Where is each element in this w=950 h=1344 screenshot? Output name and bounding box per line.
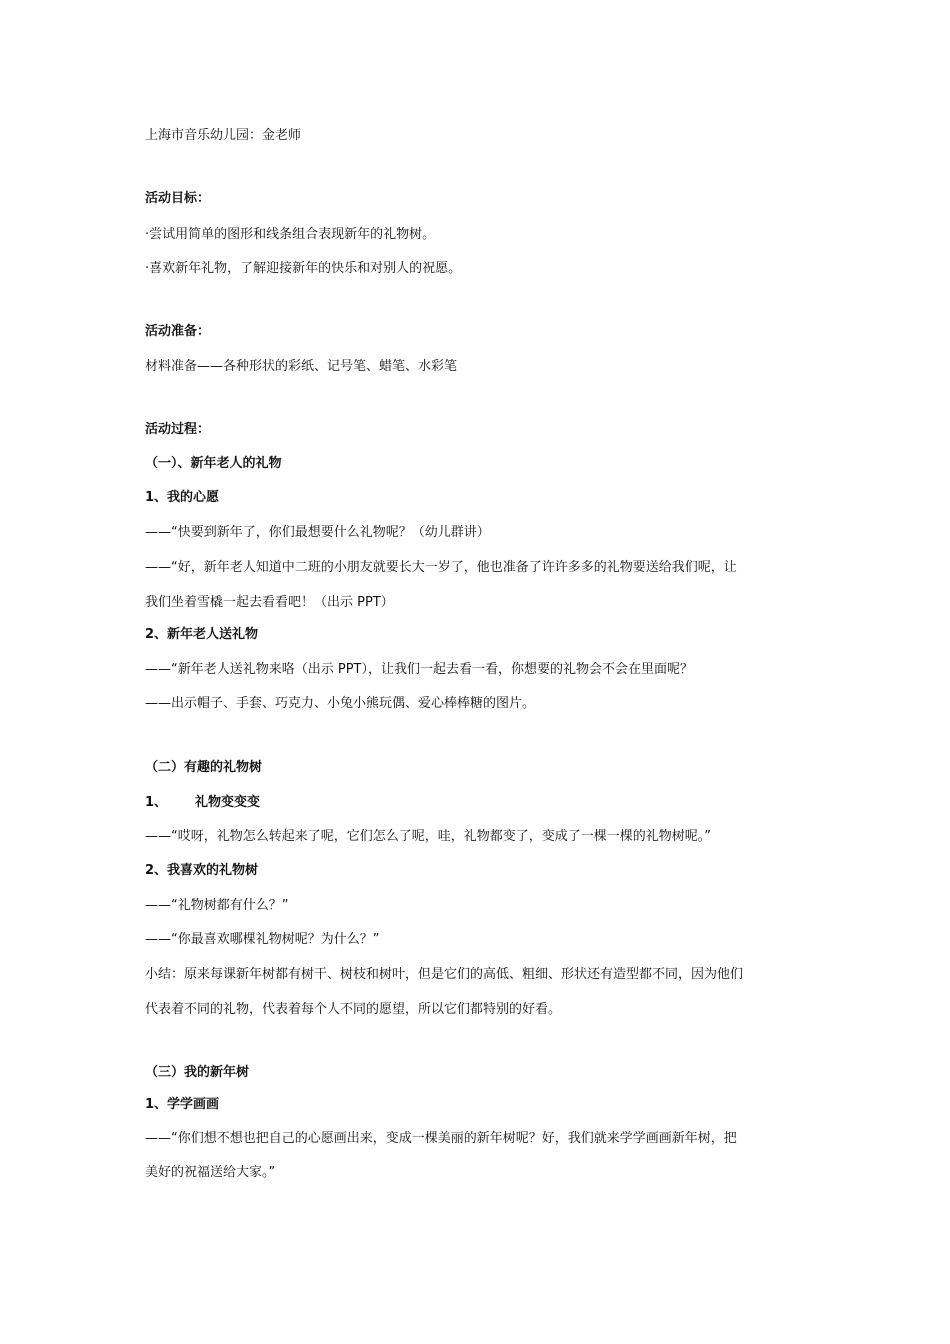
part1-step1-line1: ——“快要到新年了，你们最想要什么礼物呢？（幼儿群讲） [145,525,490,540]
part2-summary-a: 小结：原来每课新年树都有树干、树枝和树叶，但是它们的高低、粗细、形状还有造型都不同，因为他们 [145,967,744,982]
part1-title: （一）、新年老人的礼物 [145,456,282,471]
part1-step1-title: 1、我的心愿 [145,490,220,505]
part1-step1-line2b: 我们坐着雪橇一起去看看吧！（出示 PPT） [145,595,394,610]
part3-step1-title: 1、学学画画 [145,1097,220,1112]
part2-step1-number: 1、 [145,795,168,810]
process-heading: 活动过程： [145,422,211,437]
part2-step2-line2: ——“你最喜欢哪棵礼物树呢？为什么？” [145,932,380,947]
part1-step2-title: 2、新年老人送礼物 [145,627,259,642]
part1-step2-line1: ——“新年老人送礼物来咯（出示 PPT），让我们一起去看一看，你想要的礼物会不会在里面呢？ [145,662,693,677]
part2-step1-label: 礼物变变变 [195,795,261,810]
goal-item-2: ·喜欢新年礼物，了解迎接新年的快乐和对别人的祝愿。 [145,261,462,276]
author-line: 上海市音乐幼儿园：金老师 [145,128,302,143]
part1-step1-line2a: ——“好，新年老人知道中二班的小朋友就要长大一岁了，他也准备了许许多多的礼物要送给我们呢，让 [145,560,737,575]
part2-step2-title: 2、我喜欢的礼物树 [145,863,259,878]
goals-heading: 活动目标： [145,191,211,206]
prep-heading: 活动准备： [145,324,211,339]
part2-step1-title [145,794,815,812]
prep-text: 材料准备——各种形状的彩纸、记号笔、蜡笔、水彩笔 [145,359,458,374]
goal-item-1: ·尝试用简单的图形和线条组合表现新年的礼物树。 [145,227,436,242]
part2-step2-line1: ——“礼物树都有什么？” [145,898,289,913]
part2-step1-line1: ——“哎呀，礼物怎么转起来了呢，它们怎么了呢，哇，礼物都变了，变成了一棵一棵的礼物树呢。” [145,829,711,844]
part2-title: （二）有趣的礼物树 [145,760,263,775]
part3-step1-line1b: 美好的祝福送给大家。” [145,1165,276,1180]
part3-title: （三）我的新年树 [145,1065,250,1080]
part2-summary-b: 代表着不同的礼物，代表着每个人不同的愿望，所以它们都特别的好看。 [145,1002,562,1017]
part3-step1-line1a: ——“你们想不想也把自己的心愿画出来，变成一棵美丽的新年树呢？好，我们就来学学画画新年树，把 [145,1131,737,1146]
part1-step2-line2: ——出示帽子、手套、巧克力、小兔小熊玩偶、爱心棒棒糖的图片。 [145,696,536,711]
